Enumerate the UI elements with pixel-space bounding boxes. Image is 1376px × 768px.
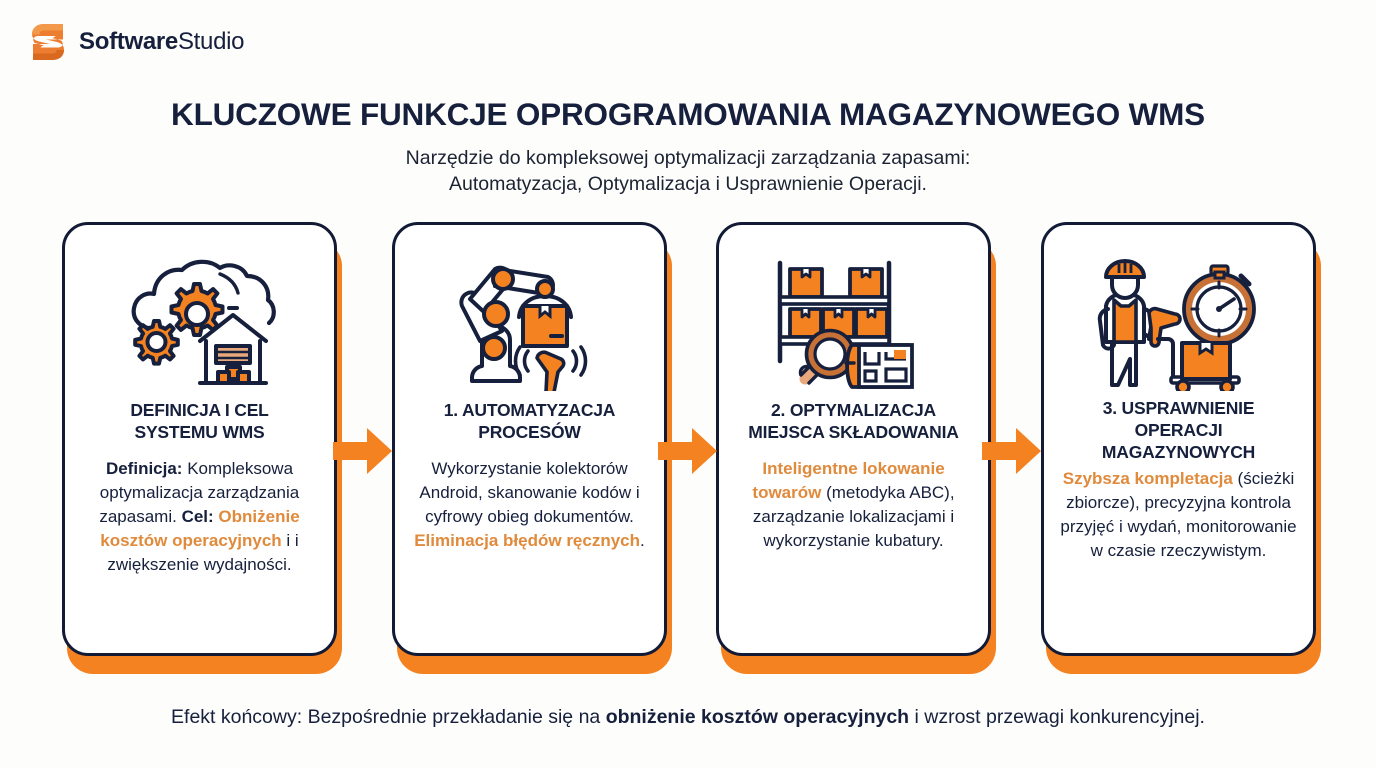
card-body-text-main: Wykorzystanie kolektorów Android, skanowanie kodów i cyfrowy obieg dokumentów. bbox=[419, 459, 640, 526]
card-heading-line-1: 1. AUTOMATYZACJA bbox=[443, 400, 616, 420]
card-slot-usprawnienie bbox=[1041, 222, 1316, 674]
brand-name-light: Studio bbox=[177, 28, 245, 55]
warehouse-rack-magnifier-floorplan-icon bbox=[764, 251, 944, 391]
page-title: KLUCZOWE FUNKCJE OPROGRAMOWANIA MAGAZYNOWEGO WMS bbox=[171, 96, 1205, 132]
cloud-gears-warehouse-icon bbox=[110, 251, 290, 391]
card-body-label-definicja: Definicja: bbox=[105, 459, 183, 478]
card-body-text-main: (ścieżki zbiorcze), precyzyjna kontrola przyjęć i wydań, monitorowanie w czasie rzeczywistym. bbox=[1060, 469, 1297, 560]
card-body bbox=[79, 457, 320, 577]
robotic-arm-barcode-scanner-icon bbox=[440, 251, 620, 391]
warehouse-worker-stopwatch-cart-icon bbox=[1086, 251, 1271, 391]
card-heading-line-1: DEFINICJA I CEL bbox=[130, 400, 269, 420]
softwarestudio-s-logo-icon bbox=[30, 22, 66, 62]
card-body-highlight-lokowanie: Inteligentne lokowanie towarów bbox=[752, 459, 945, 502]
arrow-card2-to-card3 bbox=[658, 425, 718, 477]
card-heading bbox=[1102, 397, 1255, 463]
subtitle-line-1: Narzędzie do kompleksowej optymalizacji zarządzania zapasami: bbox=[405, 147, 971, 169]
card-heading bbox=[130, 399, 268, 443]
footer-bold: obniżenie kosztów operacyjnych bbox=[605, 706, 910, 728]
card-automatyzacja-procesow[interactable] bbox=[392, 222, 667, 656]
brand-name-bold: Software bbox=[79, 28, 178, 55]
card-optymalizacja-miejsca[interactable] bbox=[716, 222, 991, 656]
card-body bbox=[409, 457, 650, 553]
footer-suffix: i wzrost przewagi konkurencyjnej. bbox=[909, 706, 1205, 728]
brand-name bbox=[79, 28, 244, 56]
page-subtitle bbox=[0, 145, 1376, 197]
arrow-card1-to-card2 bbox=[333, 425, 393, 477]
card-body-highlight-kompletacja: Szybsza kompletacja bbox=[1062, 469, 1233, 488]
brand-logo bbox=[30, 22, 244, 62]
card-heading-line-2: MIEJSCA SKŁADOWANIA bbox=[748, 422, 959, 442]
card-slot-automatyzacja bbox=[392, 222, 667, 674]
card-body-text-cel: i bbox=[281, 531, 291, 550]
card-body bbox=[1058, 467, 1299, 563]
card-heading-line-2: OPERACJI bbox=[1134, 420, 1223, 440]
card-slot-optymalizacja bbox=[716, 222, 991, 674]
card-body-text-definicja: Kompleksowa optymalizacja zarządzania zapasami. bbox=[99, 459, 300, 526]
footer-prefix: Efekt końcowy: Bezpośrednie przekładanie się na bbox=[171, 706, 606, 728]
card-definicja-i-cel[interactable] bbox=[62, 222, 337, 656]
card-heading-line-1: 3. USPRAWNIENIE bbox=[1102, 398, 1255, 418]
arrow-card3-to-card4 bbox=[982, 425, 1042, 477]
card-body-highlight-cel: Obniżenie kosztów operacyjnych bbox=[100, 507, 300, 550]
card-heading-line-3: MAGAZYNOWYCH bbox=[1101, 442, 1256, 462]
card-slot-definicja bbox=[62, 222, 337, 674]
card-usprawnienie-operacji[interactable] bbox=[1041, 222, 1316, 656]
card-heading-line-1: 2. OPTYMALIZACJA bbox=[770, 400, 936, 420]
card-body-text-period: . bbox=[640, 531, 645, 550]
footer-summary bbox=[0, 706, 1376, 729]
subtitle-line-2: Automatyzacja, Optymalizacja i Usprawnienie Operacji. bbox=[449, 173, 927, 195]
card-heading-line-2: SYSTEMU WMS bbox=[134, 422, 265, 442]
card-heading bbox=[748, 399, 958, 443]
card-body-text-wydajnosc: i zwiększenie wydajności. bbox=[107, 531, 299, 574]
card-body-label-cel: Cel: bbox=[181, 507, 214, 526]
card-heading-line-2: PROCESÓW bbox=[478, 422, 581, 442]
card-body bbox=[733, 457, 974, 553]
card-body-highlight-eliminacja: Eliminacja błędów ręcznych bbox=[414, 531, 641, 550]
card-body-text-main: (metodyka ABC), zarządzanie lokalizacjami i wykorzystanie kubatury. bbox=[752, 483, 955, 550]
card-heading bbox=[444, 399, 615, 443]
